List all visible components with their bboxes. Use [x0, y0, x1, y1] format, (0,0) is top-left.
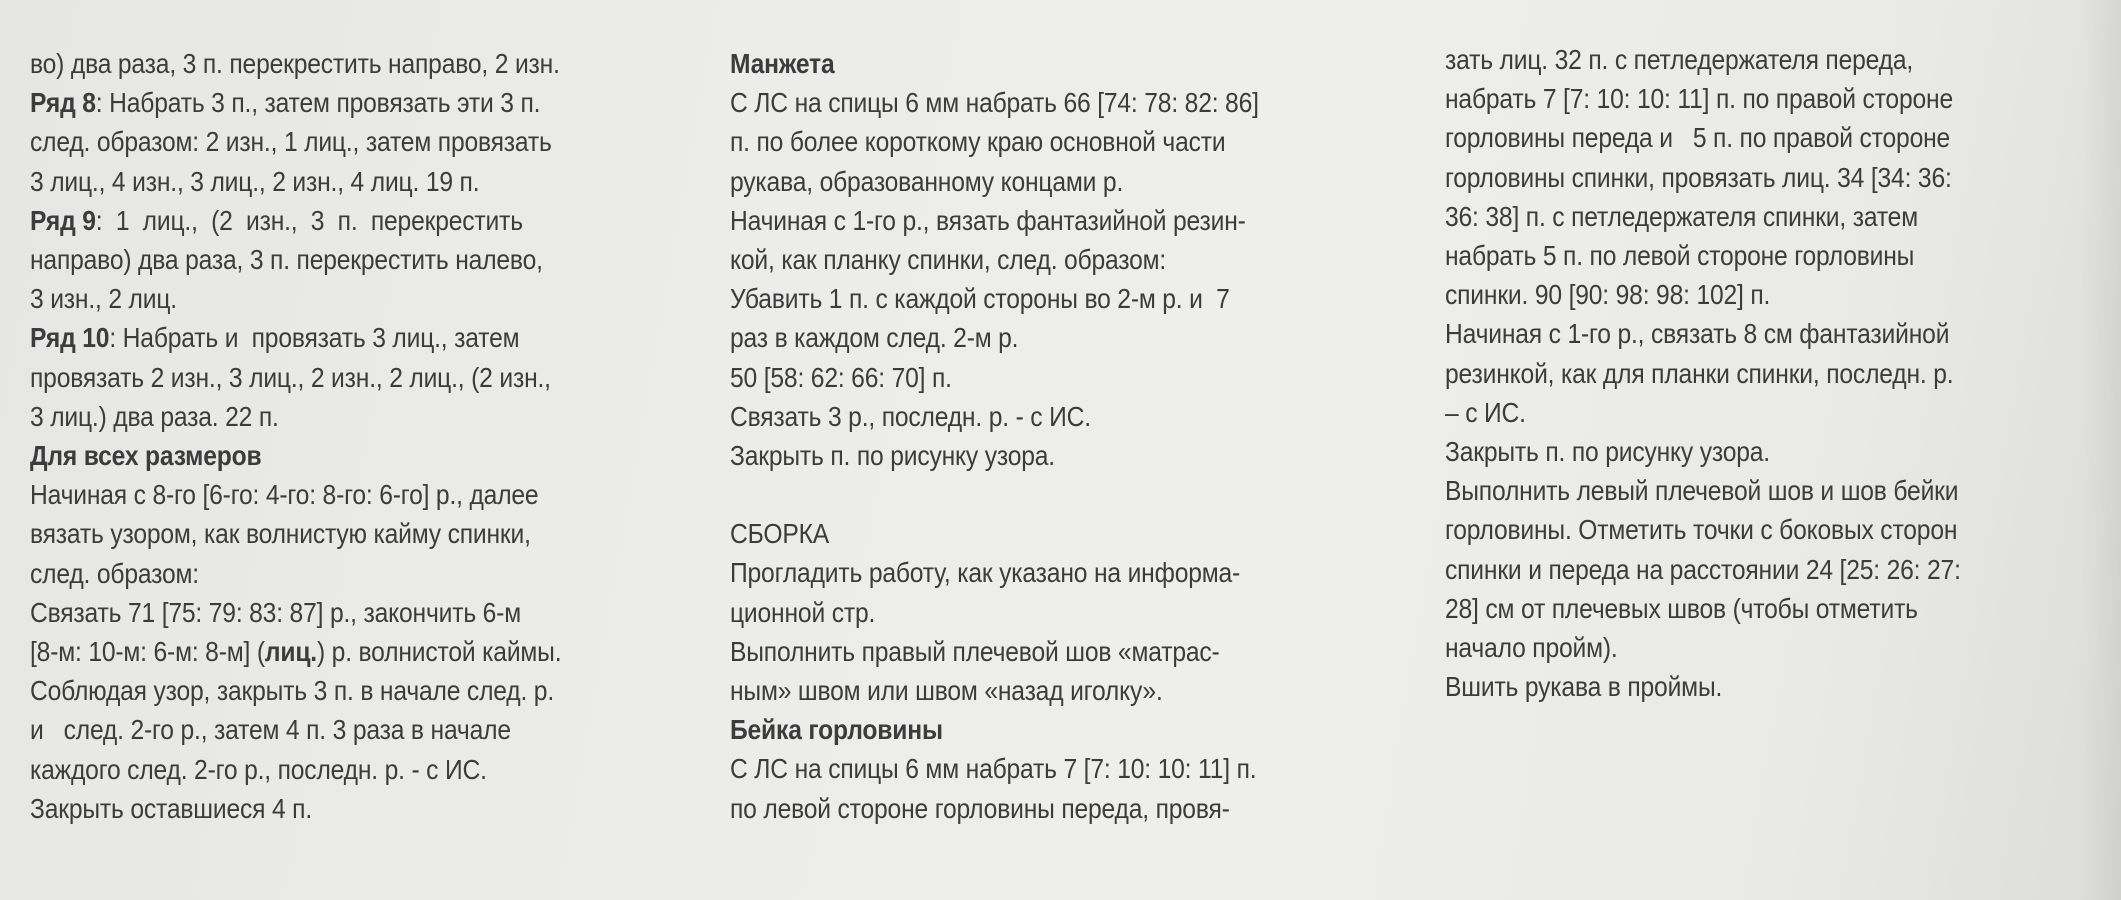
text-line: Начиная с 1-го р., вязать фантазийной резин- [730, 204, 1246, 236]
text-line: во) два раза, 3 п. перекрестить направо, 2 изн. [30, 48, 560, 79]
text-fragment: [8-м: 10-м: 6-м: 8-м] ( [30, 636, 265, 668]
text-line: горловины спинки, провязать лиц. 34 [34: 36: [1445, 161, 1952, 193]
text-line: – с ИС. [1445, 396, 1526, 428]
text-line: Закрыть п. по рисунку узора. [1445, 436, 1770, 468]
text-line: Вшить рукава в проймы. [1445, 671, 1723, 703]
text-line: Начиная с 8-го [6-го: 4-го: 8-го: 6-го] р., далее [30, 479, 539, 511]
paragraph-gap [730, 475, 1259, 514]
text-line: ным» швом или швом «назад иголку». [730, 675, 1163, 707]
text-line: каждого след. 2-го р., последн. р. - с ИС. [30, 753, 487, 785]
text-line: Закрыть оставшиеся 4 п. [30, 792, 313, 824]
text-line: рукава, образованному концами р. [730, 165, 1124, 197]
text-line: Начиная с 1-го р., связать 8 см фантазийной [1445, 318, 1950, 350]
assembly-heading: СБОРКА [730, 518, 830, 550]
text-line: Убавить 1 п. с каждой стороны во 2-м р. и 7 [730, 283, 1230, 315]
text-line: и след. 2-го р., затем 4 п. 3 раза в начале [30, 714, 511, 746]
text-line: спинки. 90 [90: 98: 98: 102] п. [1445, 279, 1771, 311]
text-line: Закрыть п. по рисунку узора. [730, 440, 1055, 472]
text-line: раз в каждом след. 2-м р. [730, 322, 1019, 354]
text-line: С ЛС на спицы 6 мм набрать 66 [74: 78: 82: 86] [730, 87, 1259, 119]
text-line: 36: 38] п. с петледержателя спинки, затем [1445, 200, 1918, 232]
text-line: Прогладить работу, как указано на информа- [730, 557, 1241, 589]
text-line: Связать 71 [75: 79: 83: 87] р., закончить 6-м [30, 596, 521, 628]
text-fragment: : Набрать и провязать 3 лиц., затем [109, 322, 520, 354]
row-8-label: Ряд 8 [30, 87, 96, 119]
text-line: горловины переда и 5 п. по правой стороне [1445, 122, 1951, 154]
text-line: С ЛС на спицы 6 мм набрать 7 [7: 10: 10: 11] п. [730, 753, 1257, 785]
text-line: набрать 7 [7: 10: 10: 11] п. по правой стороне [1445, 83, 1953, 115]
column-3 [1445, 40, 1961, 706]
text-line: спинки и переда на расстоянии 24 [25: 26: 27: [1445, 553, 1961, 585]
text-line: 3 лиц.) два раза. 22 п. [30, 400, 279, 432]
text-line: ционной стр. [730, 596, 876, 628]
text-line: горловины. Отметить точки с боковых сторон [1445, 514, 1958, 546]
text-line: 3 лиц., 4 изн., 3 лиц., 2 изн., 4 лиц. 19 п. [30, 165, 480, 197]
text-line: кой, как планку спинки, след. образом: [730, 244, 1167, 276]
text-line: 3 изн., 2 лиц. [30, 283, 177, 315]
text-line: направо) два раза, 3 п. перекрестить налево, [30, 244, 543, 276]
text-fragment: : Набрать 3 п., затем провязать эти 3 п. [95, 87, 541, 119]
text-line: 28] см от плечевых швов (чтобы отметить [1445, 592, 1918, 624]
text-fragment: ) р. волнистой каймы. [316, 636, 562, 668]
text-line: резинкой, как для планки спинки, последн. р. [1445, 357, 1954, 389]
all-sizes-heading: Для всех размеров [30, 440, 262, 472]
text-line: провязать 2 изн., 3 лиц., 2 изн., 2 лиц., (2 изн., [30, 361, 551, 393]
text-fragment: : 1 лиц., (2 изн., 3 п. перекрестить [95, 204, 523, 236]
text-line: начало пройм). [1445, 632, 1618, 664]
text-line: след. образом: 2 изн., 1 лиц., затем провязать [30, 126, 552, 158]
cuff-heading: Манжета [730, 48, 835, 79]
bold-term: лиц. [264, 636, 317, 668]
row-9-line [30, 201, 561, 240]
text-line: Соблюдая узор, закрыть 3 п. в начале след. р. [30, 675, 555, 707]
row-10-label: Ряд 10 [30, 322, 110, 354]
text-line: след. образом: [30, 557, 199, 589]
text-line: зать лиц. 32 п. с петледержателя переда, [1445, 44, 1914, 75]
page-edge-shadow [2081, 0, 2121, 900]
text-line: Выполнить правый плечевой шов «матрас- [730, 635, 1220, 667]
column-1 [30, 44, 561, 828]
text-line [30, 632, 561, 671]
text-line: 50 [58: 62: 66: 70] п. [730, 361, 952, 393]
text-line: по левой стороне горловины переда, провя- [730, 792, 1230, 824]
text-line: набрать 5 п. по левой стороне горловины [1445, 240, 1915, 272]
text-line: Выполнить левый плечевой шов и шов бейки [1445, 475, 1959, 507]
row-8-line [30, 83, 561, 122]
neckband-heading: Бейка горловины [730, 714, 943, 746]
text-line: п. по более короткому краю основной части [730, 126, 1226, 158]
row-9-label: Ряд 9 [30, 204, 96, 236]
text-line: Связать 3 р., последн. р. - с ИС. [730, 400, 1091, 432]
column-2 [730, 44, 1259, 828]
text-line: вязать узором, как волнистую кайму спинки, [30, 518, 531, 550]
row-10-line [30, 318, 561, 357]
